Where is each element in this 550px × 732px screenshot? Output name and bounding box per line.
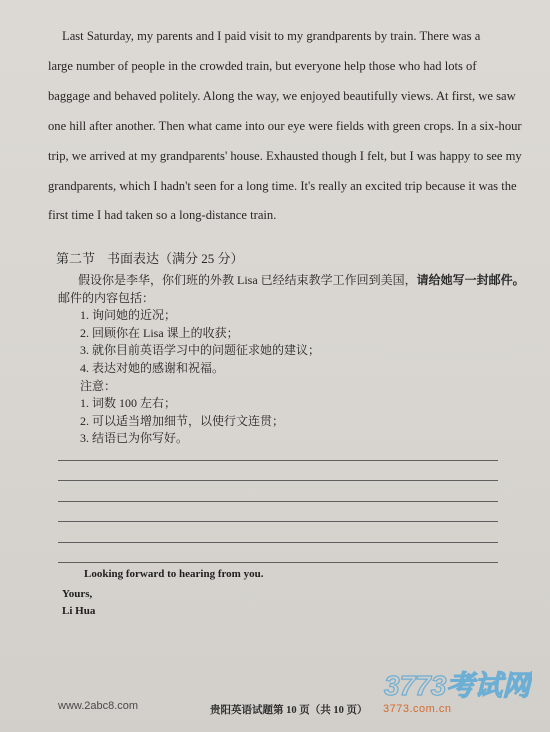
section-heading: [56, 248, 244, 267]
answer-line: [58, 501, 498, 502]
page-footer: 贵阳英语试题第 10 页（共 10 页）: [210, 705, 368, 716]
watermark-left: www.2abc8.com: [58, 700, 139, 712]
watermark-logo-text: 3773考试网: [384, 670, 531, 701]
letter-closing: Looking forward to hearing from you.: [84, 568, 264, 580]
section-name: 书面表达: [107, 251, 160, 266]
note-item-1: 1. 词数 100 左右；: [80, 396, 177, 411]
answer-line: [58, 562, 498, 563]
answer-line: [58, 460, 498, 461]
passage-line-4: one hill after another. Then what came into our eye were fields with green crops. In a six-hour: [48, 118, 522, 133]
section-score: （满分 25 分）: [159, 251, 244, 266]
notes-label: 注意：: [80, 378, 117, 393]
answer-line: [58, 542, 498, 543]
passage-line-3: baggage and behaved politely. Along the way, we enjoyed beautifully views. At first, we saw: [48, 88, 516, 103]
note-item-3: 3. 结语已为你写好。: [80, 431, 189, 446]
passage-line-6: grandparents, which I hadn't seen for a long time. It's really an excited trip because it was the: [48, 178, 517, 193]
content-label: 邮件的内容包括：: [58, 290, 155, 305]
watermark-url: 3773.com.cn: [383, 703, 452, 715]
passage-line-7: first time I had taken so a long-distance train.: [48, 208, 277, 223]
correction-passage: [48, 22, 522, 231]
content-item-4: 4. 表达对她的感谢和祝福。: [80, 360, 225, 375]
task-intro-plain: 假设你是李华，你们班的外教 Lisa 已经结束教学工作回到美国，: [78, 273, 417, 287]
content-item-1: 1. 询问她的近况；: [80, 308, 177, 323]
writing-task: [58, 272, 528, 448]
answer-line: [58, 521, 498, 522]
note-item-2: 2. 可以适当增加细节，以使行文连贯；: [80, 413, 285, 428]
content-item-2: 2. 回顾你在 Lisa 课上的收获；: [80, 325, 239, 340]
passage-line-2: large number of people in the crowded train, but everyone help those who had lots of: [48, 58, 477, 73]
task-intro-bold: 请给她写一封邮件。: [416, 273, 525, 287]
section-number: 第二节: [56, 251, 96, 266]
content-item-3: 3. 就你目前英语学习中的问题征求她的建议；: [80, 343, 321, 358]
content-list: [58, 307, 528, 377]
letter-signoff: Yours,: [62, 588, 93, 600]
letter-name: Li Hua: [62, 605, 96, 617]
answer-line: [58, 480, 498, 481]
watermark-logo: [382, 664, 532, 704]
task-intro: [58, 272, 528, 290]
passage-line-5: trip, we arrived at my grandparents' house. Exhausted though I felt, but I was happy to see my: [48, 148, 522, 163]
passage-line-1: Last Saturday, my parents and I paid visit to my grandparents by train. There was a: [62, 29, 481, 43]
notes-list: [58, 395, 528, 448]
